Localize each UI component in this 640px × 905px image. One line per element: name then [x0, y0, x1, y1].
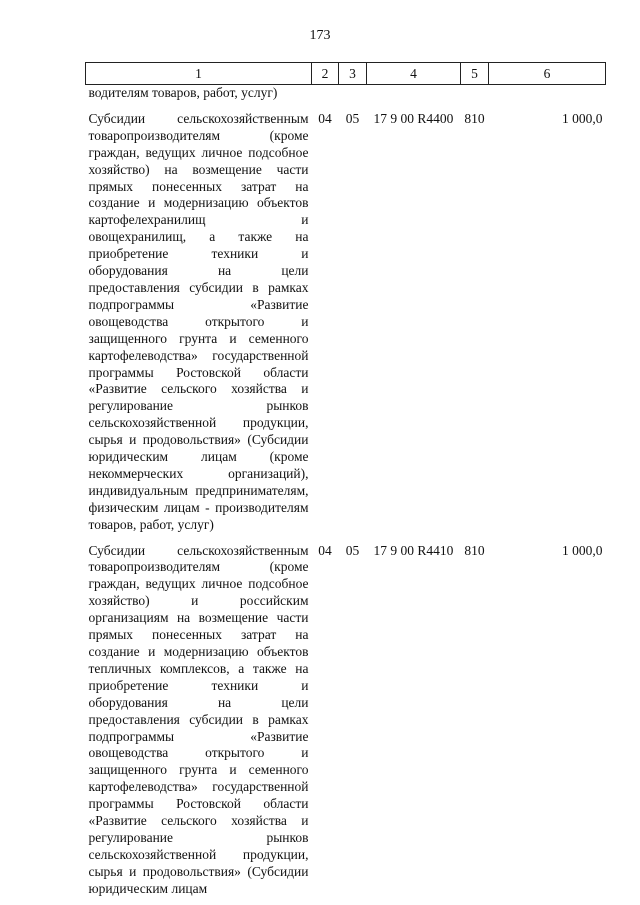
row-target-article: 17 9 00 R4400 — [373, 110, 454, 126]
row-subsection: 05 — [345, 110, 360, 126]
row-section: 04 — [318, 110, 332, 126]
header-cell-4: 4 — [367, 63, 461, 85]
row-section: 04 — [318, 542, 332, 558]
continuation-row — [86, 85, 606, 102]
row-description: Субсидии сельскохозяйственным товаропроизводителям (кроме граждан, ведущих личное подсобное хозяйство) и российским организациям на возмещение части прямых понесенных затрат на создание и модернизацию объектов тепличных комплексов, а также на приобретение техники и оборудования на цели предоставления субсидии в рамках подпрограммы «Развитие овощеводства открытого и защищенного грунта и семенного картофелеводства» государственной программы Ростовской области «Развитие сельского хозяйства и регулирование рынков сельскохозяйственной продукции, сырья и продовольствия» (Субсидии юридическим лицам — [88, 542, 309, 896]
row-amount: 1 000,0 — [562, 110, 603, 126]
header-cell-3: 3 — [339, 63, 367, 85]
row-expense-type: 810 — [464, 542, 485, 558]
row-amount: 1 000,0 — [562, 542, 603, 558]
header-cell-1: 1 — [86, 63, 312, 85]
header-cell-5: 5 — [461, 63, 489, 85]
table-row — [86, 540, 606, 898]
table-row — [86, 108, 606, 534]
row-subsection: 05 — [345, 542, 360, 558]
row-expense-type: 810 — [464, 110, 485, 126]
row-target-article: 17 9 00 R4410 — [373, 542, 454, 558]
header-cell-6: 6 — [489, 63, 606, 85]
header-cell-2: 2 — [312, 63, 339, 85]
row-description: Субсидии сельскохозяйственным товаропроизводителям (кроме граждан, ведущих личное подсобное хозяйство) на возмещение части прямых понесенных затрат на создание и модернизацию объектов картофелехранилищ и овощехранилищ, а также на приобретение техники и оборудования на цели предоставления субсидии в рамках подпрограммы «Развитие овощеводства открытого и защищенного грунта и семенного картофелеводства» государственной программы Ростовской области «Развитие сельского хозяйства и регулирование рынков сельскохозяйственной продукции, сырья и продовольствия» (Субсидии юридическим лицам (кроме некоммерческих организаций), индивидуальным предпринимателям, физическим лицам - производителям товаров, работ, услуг) — [88, 110, 309, 532]
budget-table — [85, 62, 606, 898]
table-header-row — [86, 63, 606, 85]
page-number: 173 — [309, 28, 331, 43]
continuation-text: водителям товаров, работ, услуг) — [88, 85, 278, 100]
